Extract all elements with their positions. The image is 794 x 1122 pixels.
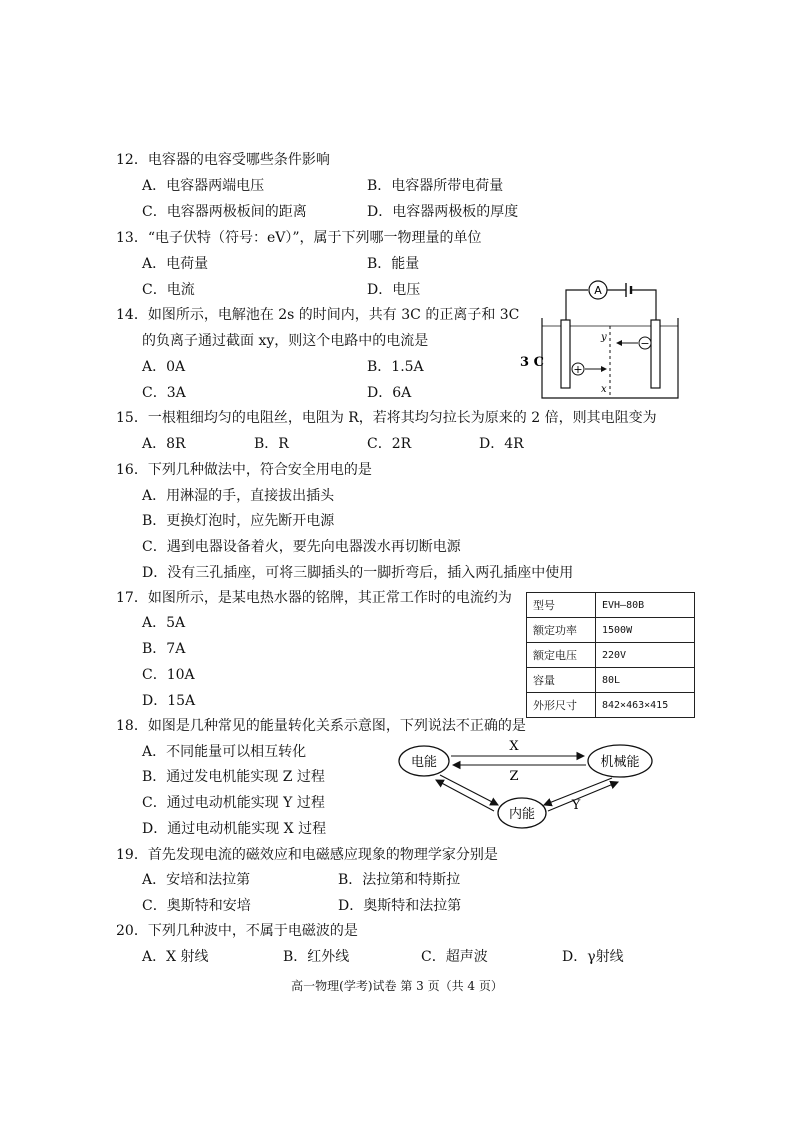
question-14-option-a[interactable]: A．0A [142, 359, 186, 375]
question-17-option-a[interactable]: A．5A [142, 615, 186, 631]
question-17-option-b[interactable]: B．7A [142, 641, 186, 657]
electric-energy-label: 电能 [410, 755, 438, 770]
electrolytic-cell-diagram [516, 280, 690, 402]
process-z-label: Z [509, 769, 519, 784]
question-18-option-d[interactable]: D．通过电动机能实现 X 过程 [142, 821, 327, 837]
arrow-internal-electric [436, 780, 494, 811]
question-14-stem-line1: 14．如图所示，电解池在 2s 的时间内，共有 3C 的正离子和 3C [116, 307, 520, 323]
question-12-option-a[interactable]: A．电容器两端电压 [142, 178, 265, 194]
question-17-option-d[interactable]: D．15A [142, 693, 196, 709]
question-15-option-b[interactable]: B．R [254, 436, 289, 452]
question-19-option-a[interactable]: A．安培和法拉第 [142, 872, 251, 888]
question-13-stem: 13．“电子伏特（符号：eV）”，属于下列哪一物理量的单位 [116, 230, 482, 246]
question-18-option-a[interactable]: A．不同能量可以相互转化 [142, 744, 307, 760]
question-20-option-d[interactable]: D．γ射线 [562, 949, 624, 965]
positive-ion-sign: + [573, 363, 583, 376]
question-16-option-c[interactable]: C．遇到电器设备着火，要先向电器泼水再切断电源 [142, 539, 461, 555]
right-electrode [651, 320, 660, 388]
question-20-option-c[interactable]: C．超声波 [421, 949, 488, 965]
question-17-option-c[interactable]: C．10A [142, 667, 195, 683]
arrow-internal-mechanical [548, 782, 618, 811]
ammeter-label: A [594, 284, 602, 297]
question-16-stem: 16．下列几种做法中，符合安全用电的是 [116, 462, 372, 478]
question-19-option-b[interactable]: B．法拉第和特斯拉 [338, 872, 461, 888]
question-15-option-d[interactable]: D．4R [479, 436, 524, 452]
question-19-option-c[interactable]: C．奥斯特和安培 [142, 898, 251, 914]
question-13-option-c[interactable]: C．电流 [142, 282, 195, 298]
question-13-option-d[interactable]: D．电压 [367, 282, 421, 298]
question-13-option-a[interactable]: A．电荷量 [142, 256, 209, 272]
process-x-label: X [509, 739, 519, 754]
question-14-stem-line2: 的负离子通过截面 xy，则这个电路中的电流是 [142, 333, 429, 349]
question-19-stem: 19．首先发现电流的磁效应和电磁感应现象的物理学家分别是 [116, 847, 498, 863]
internal-energy-label: 内能 [508, 807, 536, 822]
question-14-option-d[interactable]: D．6A [367, 385, 412, 401]
question-18-stem: 18．如图是几种常见的能量转化关系示意图，下列说法不正确的是 [116, 718, 526, 734]
question-18-option-b[interactable]: B．通过发电机能实现 Z 过程 [142, 769, 325, 785]
question-14-option-b[interactable]: B．1.5A [367, 359, 424, 375]
x-label: x [601, 384, 607, 395]
question-16-option-a[interactable]: A．用淋湿的手，直接拔出插头 [142, 488, 335, 504]
y-label: y [601, 332, 607, 343]
question-20-option-a[interactable]: A．X 射线 [142, 949, 209, 965]
nameplate-row: 外形尺寸 842×463×415 [527, 693, 695, 718]
question-20-option-b[interactable]: B．红外线 [283, 949, 350, 965]
arrow-electric-internal [440, 775, 498, 805]
nameplate-row: 额定功率 1500W [527, 618, 695, 643]
question-12-option-d[interactable]: D．电容器两极板的厚度 [367, 204, 519, 220]
page-footer: 高一物理(学考)试卷 第 3 页（共 4 页） [291, 979, 503, 993]
question-19-option-d[interactable]: D．奥斯特和法拉第 [338, 898, 462, 914]
water-heater-nameplate [526, 592, 695, 718]
negative-ion-sign: − [640, 337, 650, 350]
nameplate-row: 容量 80L [527, 668, 695, 693]
mechanical-energy-label: 机械能 [600, 755, 640, 770]
question-20-stem: 20．下列几种波中，不属于电磁波的是 [116, 923, 358, 939]
nameplate-row: 额定电压 220V [527, 643, 695, 668]
question-15-option-a[interactable]: A．8R [142, 436, 186, 452]
question-12-option-b[interactable]: B．电容器所带电荷量 [367, 178, 504, 194]
question-12-option-c[interactable]: C．电容器两极板间的距离 [142, 204, 307, 220]
question-12-stem: 12．电容器的电容受哪些条件影响 [116, 152, 330, 168]
energy-conversion-diagram [398, 735, 664, 831]
left-electrode [561, 320, 570, 388]
question-18-option-c[interactable]: C．通过电动机能实现 Y 过程 [142, 795, 325, 811]
question-15-stem: 15．一根粗细均匀的电阻丝，电阻为 R，若将其均匀拉长为原来的 2 倍，则其电阻变为 [116, 410, 657, 426]
question-17-stem: 17．如图所示，是某电热水器的铭牌，其正常工作时的电流约为 [116, 590, 512, 606]
question-13-option-b[interactable]: B．能量 [367, 256, 420, 272]
nameplate-row: 型号 EVH—80B [527, 593, 695, 618]
question-16-option-b[interactable]: B．更换灯泡时，应先断开电源 [142, 513, 335, 529]
question-15-option-c[interactable]: C．2R [367, 436, 412, 452]
process-y-label: Y [571, 798, 581, 813]
question-14-option-c[interactable]: C．3A [142, 385, 186, 401]
charge-label: 3 C [520, 355, 544, 370]
question-16-option-d[interactable]: D．没有三孔插座，可将三脚插头的一脚折弯后，插入两孔插座中使用 [142, 565, 574, 581]
